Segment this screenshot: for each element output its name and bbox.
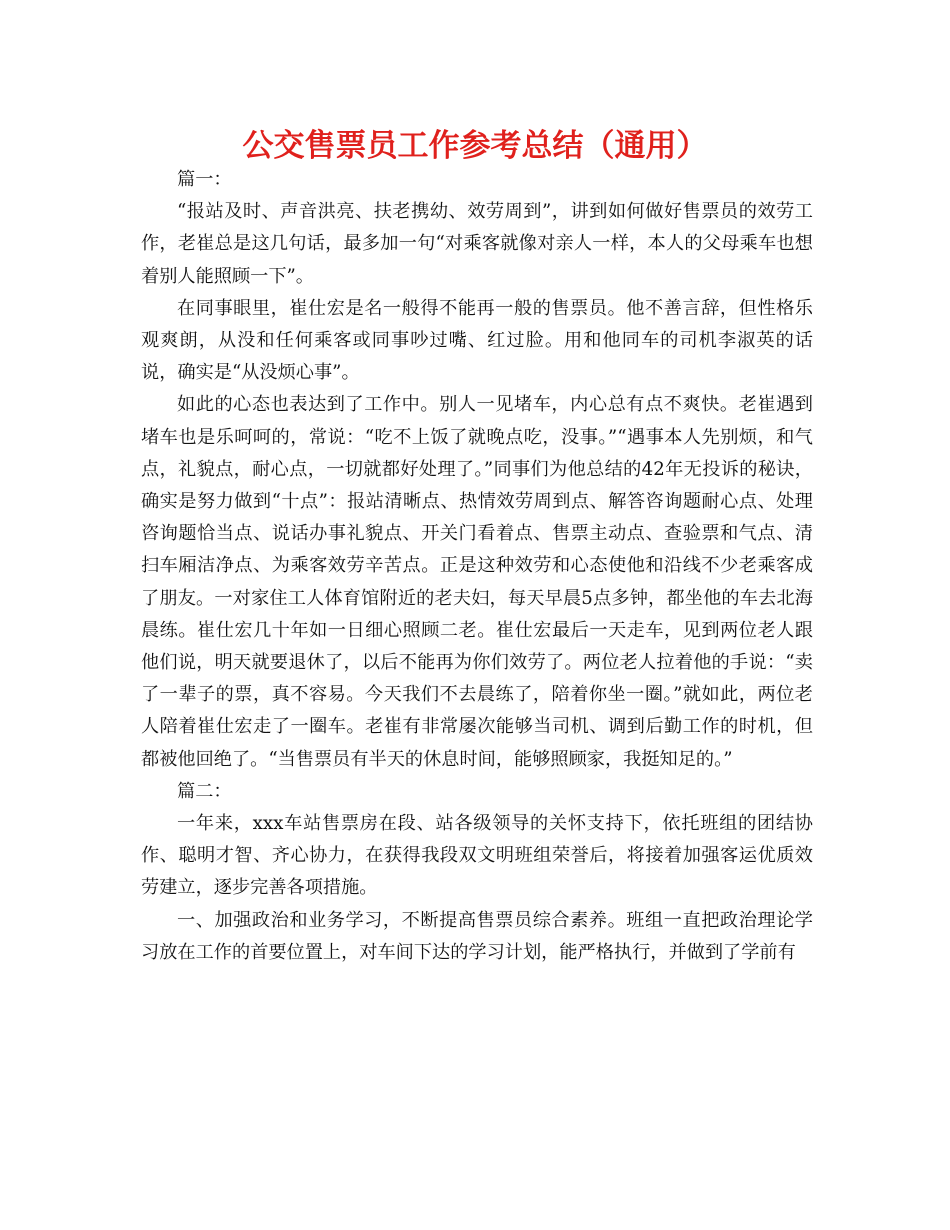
section-heading-1: 篇一： bbox=[177, 169, 232, 190]
paragraph: 如此的心态也表达到了工作中。别人一见堵车，内心总有点不爽快。老崔遇到堵车也是乐呵呵的，常说：“吃不上饭了就晚点吃，没事。”“遇事本人先别烦，和气点，礼貌点，耐心点，一切就都好处理了。”同事们为他总结的42年无投诉的秘诀，确实是努力做到“十点”：报站清晰点、热情效劳周到点、解答咨询题耐心点、处理咨询题恰当点、说话办事礼貌点、开关门看着点、售票主动点、查验票和气点、清扫车厢洁净点、为乘客效劳辛苦点。正是这种效劳和心态使他和沿线不少老乘客成了朋友。一对家住工人体育馆附近的老夫妇，每天早晨5点多钟，都坐他的车去北海晨练。崔仕宏几十年如一日细心照顾二老。崔仕宏最后一天走车，见到两位老人跟他们说，明天就要退休了，以后不能再为你们效劳了。两位老人拉着他的手说：“卖了一辈子的票，真不容易。今天我们不去晨练了，陪着你坐一圈。”就如此，两位老人陪着崔仕宏走了一圈车。老崔有非常屡次能够当司机、调到后勤工作的时机，但都被他回绝了。“当售票员有半天的休息时间，能够照顾家，我挺知足的。” bbox=[141, 394, 813, 770]
paragraph: 一年来，xxx车站售票房在段、站各级领导的关怀支持下，依托班组的团结协作、聪明才智、齐心协力，在获得我段双文明班组荣誉后，将接着加强客运优质效劳建立，逐步完善各项措施。 bbox=[141, 813, 813, 899]
document-title: 公交售票员工作参考总结（通用） bbox=[242, 128, 708, 164]
section-heading-2: 篇二： bbox=[177, 780, 232, 802]
paragraph: 在同事眼里，崔仕宏是名一般得不能再一般的售票员。他不善言辞，但性格乐观爽朗，从没和任何乘客或同事吵过嘴、红过脸。用和他同车的司机李淑英的话说，确实是“从没烦心事”。 bbox=[141, 297, 813, 384]
paragraph: 一、加强政治和业务学习，不断提高售票员综合素养。班组一直把政治理论学习放在工作的首要位置上，对车间下达的学习计划，能严格执行，并做到了学前有 bbox=[141, 909, 813, 963]
paragraph: “报站及时、声音洪亮、扶老携幼、效劳周到”，讲到如何做好售票员的效劳工作，老崔总是这几句话，最多加一句“对乘客就像对亲人一样，本人的父母乘车也想着别人能照顾一下”。 bbox=[141, 201, 813, 287]
document-body bbox=[141, 164, 813, 969]
